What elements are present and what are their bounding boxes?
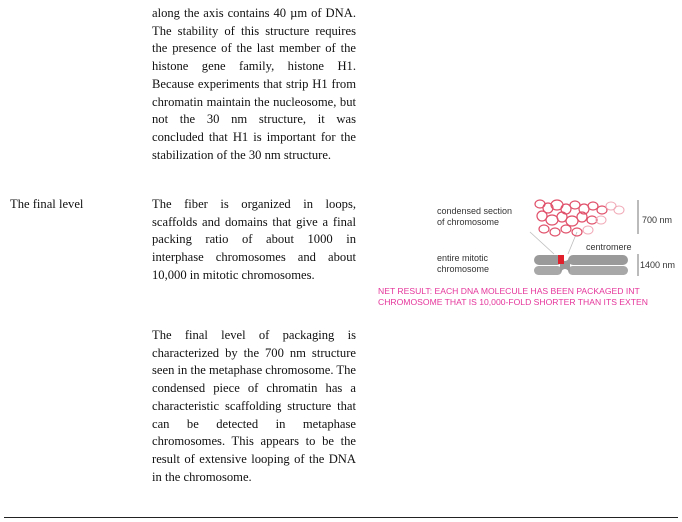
condensed-loops-faint bbox=[583, 202, 624, 234]
paragraph-h1-stability: along the axis contains 40 µm of DNA. The stability of this structure requires the presence of the last member of the histone gene family, histone H1. Because experiments that strip H1 from chromatin maintain the nucleosome, but not the 30 nm structure, it was concluded that H1 is important for the stabilization of the 30 nm structure. bbox=[152, 6, 356, 162]
centromere-label: centromere bbox=[586, 242, 632, 252]
projection-line-right bbox=[568, 232, 577, 254]
size-1400nm-label: 1400 nm bbox=[640, 260, 676, 270]
chromosome-diagram bbox=[372, 196, 682, 286]
bottom-rule bbox=[4, 517, 678, 518]
mitotic-chromosome-label: entire mitotic chromosome bbox=[437, 253, 490, 274]
net-result-caption: NET RESULT: EACH DNA MOLECULE HAS BEEN PACKAGED INT CHROMOSOME THAT IS 10,000-FOLD SHORTER THAN ITS EXTEN bbox=[378, 286, 648, 307]
size-700nm-label: 700 nm bbox=[642, 215, 673, 225]
centromere-marker bbox=[558, 255, 564, 264]
chromosome-packing-figure bbox=[372, 196, 682, 312]
condensed-section-label: condensed section of chromosome bbox=[437, 206, 513, 227]
projection-line-left bbox=[530, 232, 554, 254]
mitotic-chromosome bbox=[534, 255, 628, 275]
paragraph-700nm-structure: The final level of packaging is characterized by the 700 nm structure seen in the metaphase chromosome. The condensed piece of chromatin has a characteristic scaffolding structure that can be detected in metaphase chromosomes. This appears to be the result of extensive looping of the DNA in the chromosome. bbox=[152, 328, 357, 484]
row-label-final-level: The final level bbox=[10, 197, 84, 211]
paragraph-loops-scaffolds: The fiber is organized in loops, scaffolds and domains that give a final packing ratio of about 1000 in interphase chromosomes and about 10,000 in mitotic chromosomes. bbox=[152, 197, 356, 282]
